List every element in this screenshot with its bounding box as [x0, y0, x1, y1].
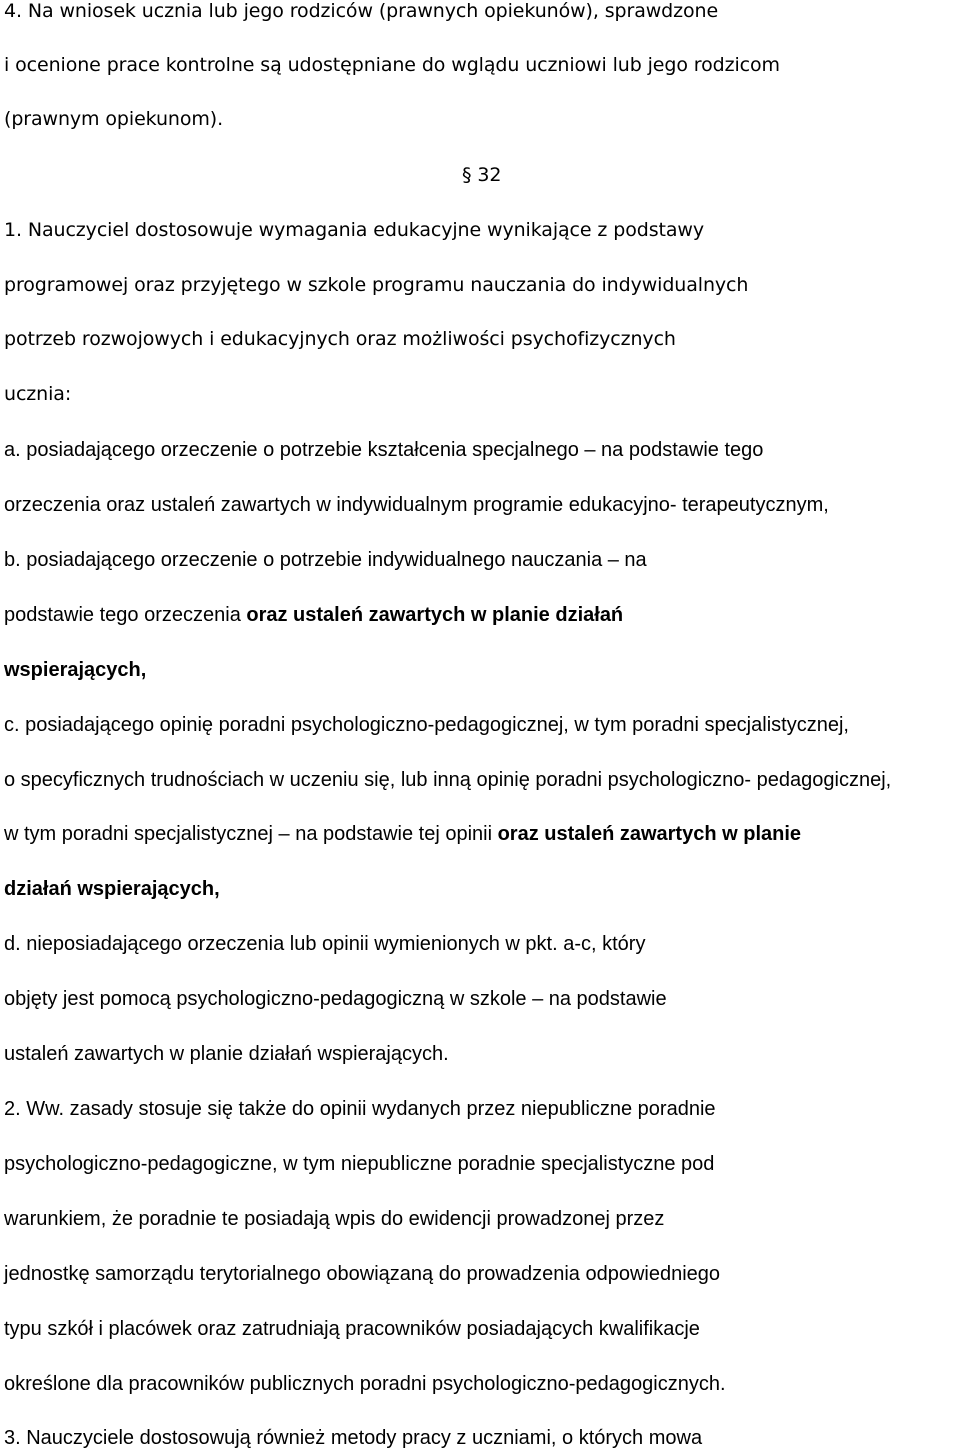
- item-d-line-2: objęty jest pomocą psychologiczno-pedagogiczną w szkole – na podstawie: [4, 988, 667, 1010]
- paragraph-4-line-1: 4. Na wniosek ucznia lub jego rodziców (prawnych opiekunów), sprawdzone: [4, 0, 719, 22]
- item-b-line-1: b. posiadającego orzeczenie o potrzebie indywidualnego nauczania – na: [4, 549, 647, 571]
- point-1-line-2: programowej oraz przyjętego w szkole programu nauczania do indywidualnych: [4, 274, 749, 296]
- item-d-line-1: d. nieposiadającego orzeczenia lub opinii wymienionych w pkt. a-c, który: [4, 933, 646, 955]
- paragraph-4-line-3: (prawnym opiekunom).: [4, 108, 224, 130]
- item-d-line-3: ustaleń zawartych w planie działań wspierających.: [4, 1043, 449, 1065]
- item-c-line-3-bold: oraz ustaleń zawartych w planie: [497, 823, 802, 845]
- point-3-line-1: 3. Nauczyciele dostosowują również metody pracy z uczniami, o których mowa: [4, 1427, 703, 1449]
- item-c-line-3-regular: w tym poradni specjalistycznej – na podstawie tej opinii: [4, 823, 498, 845]
- item-c-line-1: c. posiadającego opinię poradni psychologiczno-pedagogicznej, w tym poradni specjalistycznej,: [4, 714, 849, 736]
- item-b-line-2: [4, 605, 623, 625]
- point-2-line-3: warunkiem, że poradnie te posiadają wpis do ewidencji prowadzonej przez: [4, 1208, 665, 1230]
- item-c-line-4: działań wspierających,: [4, 878, 220, 900]
- point-2-line-2: psychologiczno-pedagogiczne, w tym niepubliczne poradnie specjalistyczne pod: [4, 1153, 715, 1175]
- section-heading: § 32: [462, 164, 502, 186]
- point-2-line-6: określone dla pracowników publicznych poradni psychologiczno-pedagogicznych.: [4, 1373, 726, 1395]
- item-c-line-2: o specyficznych trudnościach w uczeniu się, lub inną opinię poradni psychologiczno- pedagogicznej,: [4, 769, 892, 791]
- item-b-line-2-bold: oraz ustaleń zawartych w planie działań: [246, 604, 624, 626]
- point-1-line-4: ucznia:: [4, 383, 72, 405]
- point-2-line-4: jednostkę samorządu terytorialnego obowiązaną do prowadzenia odpowiedniego: [4, 1263, 721, 1285]
- item-c-line-3: [4, 824, 801, 844]
- item-b-line-3: wspierających,: [4, 659, 147, 681]
- point-2-line-5: typu szkół i placówek oraz zatrudniają pracowników posiadających kwalifikacje: [4, 1318, 700, 1340]
- point-1-line-3: potrzeb rozwojowych i edukacyjnych oraz możliwości psychofizycznych: [4, 328, 676, 350]
- point-2-line-1: 2. Ww. zasady stosuje się także do opinii wydanych przez niepubliczne poradnie: [4, 1098, 716, 1120]
- paragraph-4-line-2: i ocenione prace kontrolne są udostępniane do wglądu uczniowi lub jego rodzicom: [4, 54, 780, 76]
- item-b-line-2-regular: podstawie tego orzeczenia: [4, 604, 247, 626]
- item-a-line-1: a. posiadającego orzeczenie o potrzebie kształcenia specjalnego – na podstawie tego: [4, 439, 764, 461]
- item-a-line-2: orzeczenia oraz ustaleń zawartych w indywidualnym programie edukacyjno- terapeutycznym,: [4, 494, 829, 516]
- point-1-line-1: 1. Nauczyciel dostosowuje wymagania edukacyjne wynikające z podstawy: [4, 219, 704, 241]
